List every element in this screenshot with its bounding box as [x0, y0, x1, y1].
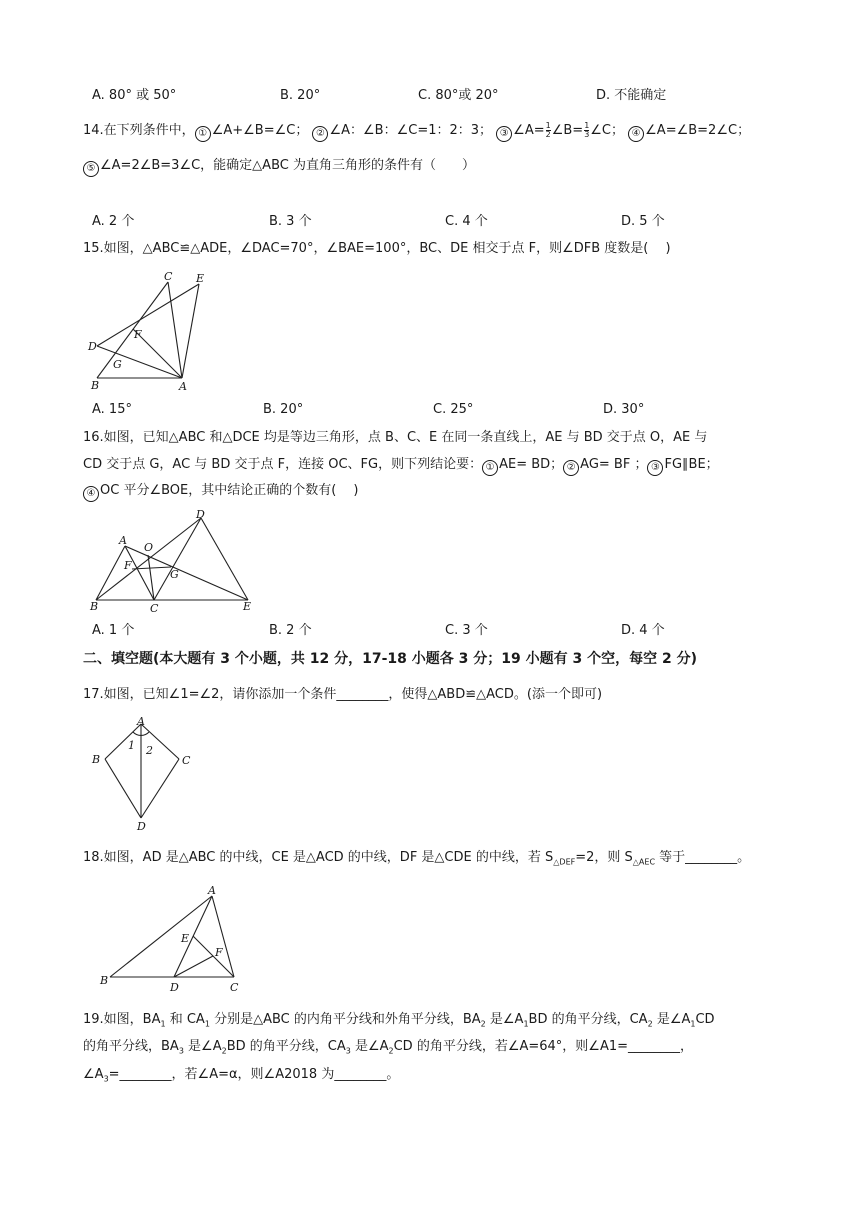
q17-label-angle1: 1	[128, 739, 135, 752]
q14-condition-3c: ∠C；	[590, 123, 625, 138]
q14-stem-line1	[83, 122, 750, 142]
q16-line2-text: CD 交于点 G，AC 与 BD 交于点 F，连接 OC、FG，则下列结论要：	[83, 457, 483, 472]
q17-label-b: B	[92, 753, 101, 766]
q16-stem-line1: 16.如图，已知△ABC 和△DCE 均是等边三角形，点 B、C、E 在同一条直线上，AE 与 BD 交于点 O，AE 与	[83, 430, 708, 445]
q19-text: 是∠A	[652, 1012, 691, 1027]
q18-label-b: B	[100, 974, 109, 987]
q19-subscript: 2	[221, 1046, 227, 1056]
q19-text: 是∠A	[485, 1012, 524, 1027]
q15-option-a: A. 15°	[92, 402, 132, 417]
q13-option-d: D. 不能确定	[596, 88, 667, 103]
q16-figure	[88, 508, 260, 614]
q15-label-a: A	[179, 380, 187, 393]
q17-label-angle2: 2	[146, 744, 153, 757]
q19-text: 19.如图，BA	[83, 1012, 161, 1027]
q16-label-c: C	[150, 602, 159, 615]
q17-stem: 17.如图，已知∠1=∠2，请你添加一个条件________，使得△ABD≌△ACD。(添一个即可)	[83, 687, 603, 702]
q16-statement-2: AG= BF ；	[580, 457, 648, 472]
q14-option-d: D. 5 个	[621, 214, 665, 229]
q17-label-d: D	[137, 820, 146, 833]
q18-subscript-aec: △AEC	[632, 857, 656, 867]
q15-option-c: C. 25°	[433, 402, 474, 417]
q14-stem-line2	[83, 157, 475, 177]
q19-text: CD	[695, 1012, 715, 1027]
q19-subscript: 2	[647, 1019, 653, 1029]
q16-statement-3: FG∥BE；	[664, 457, 719, 472]
q14-circled-2: ②	[312, 126, 328, 142]
q14-condition-2: ∠A：∠B：∠C=1：2：3；	[329, 123, 493, 138]
q16-label-f: F	[124, 559, 132, 572]
q18-stem	[83, 849, 750, 872]
q16-option-a: A. 1 个	[92, 623, 135, 638]
q19-text: ∠A	[83, 1067, 104, 1082]
q18-label-a: A	[208, 884, 216, 897]
q16-label-o: O	[144, 541, 154, 554]
q15-label-c: C	[164, 270, 173, 283]
q19-subscript: 1	[160, 1019, 166, 1029]
q16-circled-2: ②	[563, 460, 579, 476]
q19-text: =________，若∠A=α，则∠A2018 为________。	[108, 1067, 400, 1082]
q19-stem-line3	[83, 1066, 399, 1089]
q19-text: 是∠A	[350, 1039, 389, 1054]
q19-subscript: 2	[388, 1046, 394, 1056]
q14-option-a: A. 2 个	[92, 214, 135, 229]
q14-fraction-half: $\frac{1}{2}$	[545, 121, 551, 139]
q16-label-b: B	[90, 600, 99, 613]
q15-label-e: E	[196, 272, 205, 285]
q15-option-b: B. 20°	[263, 402, 304, 417]
q15-figure	[85, 270, 215, 395]
q16-option-d: D. 4 个	[621, 623, 665, 638]
q14-condition-1: ∠A+∠B=∠C；	[211, 123, 309, 138]
q19-text: 的角平分线，BA	[83, 1039, 179, 1054]
q19-text: BD 的角平分线，CA	[528, 1012, 648, 1027]
q14-fraction-third: $\frac{1}{3}$	[584, 121, 590, 139]
q19-subscript: 1	[690, 1019, 696, 1029]
q19-subscript: 3	[345, 1046, 351, 1056]
q19-text: 是∠A	[183, 1039, 222, 1054]
q14-circled-5: ⑤	[83, 161, 99, 177]
q14-circled-4: ④	[628, 126, 644, 142]
q18-label-e: E	[181, 932, 190, 945]
q14-circled-3: ③	[496, 126, 512, 142]
q16-statement-4: OC 平分∠BOE，其中结论正确的个数有( )	[100, 483, 359, 498]
q15-label-b: B	[91, 379, 100, 392]
q14-option-c: C. 4 个	[445, 214, 488, 229]
q14-condition-5: ∠A=2∠B=3∠C，能确定△ABC 为直角三角形的条件有（ ）	[100, 158, 475, 173]
q18-text-1: 18.如图，AD 是△ABC 的中线，CE 是△ACD 的中线，DF 是△CDE 的中线，若 S	[83, 850, 554, 865]
q16-circled-3: ③	[647, 460, 663, 476]
q18-label-f: F	[215, 946, 223, 959]
q17-label-a: A	[137, 715, 145, 728]
q18-text-2: =2，则 S	[575, 850, 633, 865]
q18-subscript-def: △DEF	[553, 857, 576, 867]
q18-label-c: C	[230, 981, 239, 994]
q16-statement-1: AE= BD；	[499, 457, 564, 472]
q14-condition-4: ∠A=∠B=2∠C；	[645, 123, 751, 138]
q16-label-d: D	[196, 508, 205, 521]
q14-condition-3b: ∠B=	[551, 123, 584, 138]
q16-option-b: B. 2 个	[269, 623, 312, 638]
q16-circled-4: ④	[83, 486, 99, 502]
q14-circled-1: ①	[195, 126, 211, 142]
q15-label-g: G	[113, 358, 122, 371]
q13-option-a: A. 80° 或 50°	[92, 88, 177, 103]
q15-option-d: D. 30°	[603, 402, 645, 417]
q14-condition-3a: ∠A=	[513, 123, 545, 138]
q17-figure	[88, 716, 198, 834]
q19-text: BD 的角平分线，CA	[226, 1039, 346, 1054]
q17-label-c: C	[182, 754, 191, 767]
q15-label-f: F	[134, 328, 142, 341]
q19-stem-line1	[83, 1011, 715, 1034]
q19-subscript: 1	[204, 1019, 210, 1029]
q13-option-b: B. 20°	[280, 88, 321, 103]
q14-option-b: B. 3 个	[269, 214, 312, 229]
q19-subscript: 2	[480, 1019, 486, 1029]
q19-text: 和 CA	[165, 1012, 205, 1027]
q19-subscript: 1	[523, 1019, 529, 1029]
q19-subscript: 3	[103, 1074, 109, 1084]
q18-figure	[98, 880, 248, 995]
q15-stem: 15.如图，△ABC≌△ADE，∠DAC=70°，∠BAE=100°，BC、DE 相交于点 F，则∠DFB 度数是( )	[83, 241, 671, 256]
q16-label-e: E	[243, 600, 252, 613]
q16-stem-line3	[83, 482, 359, 502]
q19-text: CD 的角平分线，若∠A=64°，则∠A1=________，	[393, 1039, 694, 1054]
q16-label-a: A	[119, 534, 127, 547]
q16-option-c: C. 3 个	[445, 623, 488, 638]
q14-prefix: 14.在下列条件中，	[83, 123, 195, 138]
q13-option-c: C. 80°或 20°	[418, 88, 499, 103]
q16-stem-line2	[83, 456, 719, 476]
section-heading-fill-in: 二、填空题(本大题有 3 个小题，共 12 分，17-18 小题各 3 分；19 小题有 3 个空，每空 2 分)	[83, 651, 697, 667]
q18-label-d: D	[170, 981, 179, 994]
q19-stem-line2	[83, 1038, 693, 1061]
q19-subscript: 3	[178, 1046, 184, 1056]
q16-circled-1: ①	[482, 460, 498, 476]
q15-label-d: D	[88, 340, 97, 353]
q18-text-3: 等于________。	[655, 850, 751, 865]
q19-text: 分别是△ABC 的内角平分线和外角平分线，BA	[209, 1012, 481, 1027]
q16-label-g: G	[170, 568, 179, 581]
